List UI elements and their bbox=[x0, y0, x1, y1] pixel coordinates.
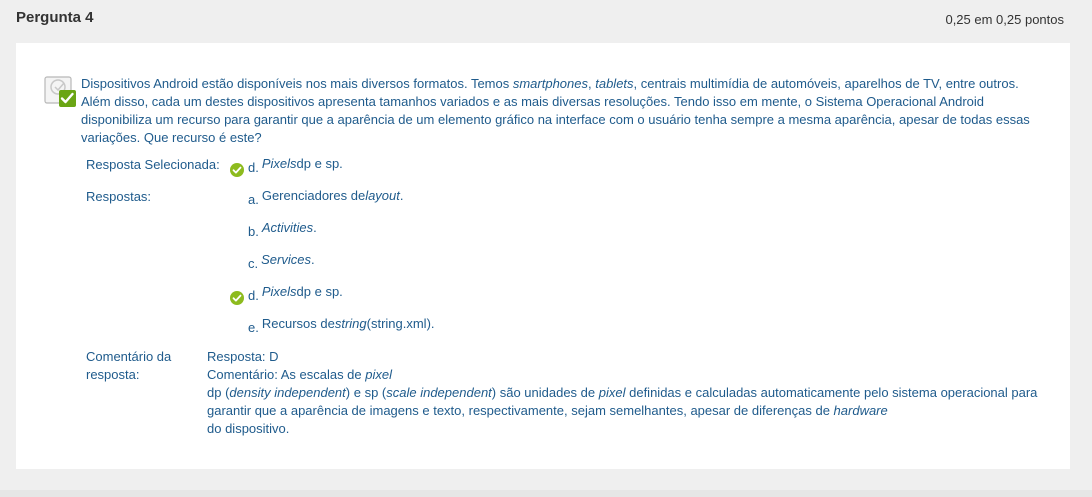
selected-answer: d. Pixels dp e sp. bbox=[248, 156, 343, 175]
question-title: Pergunta 4 bbox=[16, 9, 94, 26]
question-panel bbox=[16, 43, 1070, 469]
comment-label: Comentário da resposta: bbox=[86, 349, 172, 382]
answer-option-b: b. Activities . bbox=[248, 220, 317, 239]
comment-line-2: Comentário: As escalas de pixel bbox=[207, 367, 392, 382]
comment-body: dp (density independent) e sp (scale independent) são unidades de pixel definidas e calculadas automaticamente pelo sistema operacional para garantir que a aparência de imagens e texto, respectivamente, sejam semelhantes, apesar de diferenças de hardware bbox=[207, 385, 1038, 418]
answer-option-a: a. Gerenciadores de layout . bbox=[248, 188, 404, 207]
correct-answer-icon bbox=[43, 74, 77, 108]
selected-answer-label: Resposta Selecionada: bbox=[86, 157, 220, 172]
bottom-divider bbox=[0, 490, 1092, 497]
question-points: 0,25 em 0,25 pontos bbox=[945, 12, 1064, 27]
comment-last-line: do dispositivo. bbox=[207, 421, 290, 436]
answer-option-e: e. Recursos de string (string.xml). bbox=[248, 316, 435, 335]
check-icon bbox=[230, 163, 244, 177]
check-icon bbox=[230, 291, 244, 305]
answers-label: Respostas: bbox=[86, 189, 152, 204]
comment-text bbox=[207, 348, 1047, 438]
answer-option-d: d. Pixels dp e sp. bbox=[248, 284, 343, 303]
question-header bbox=[0, 0, 1092, 42]
answer-option-c: c. Services . bbox=[248, 252, 315, 271]
question-text: Dispositivos Android estão disponíveis nos mais diversos formatos. Temos smartphones, tablets, centrais multimídia de automóveis, aparelhos de TV, entre outros. Além disso, cada um destes dispositivos apresenta tamanhos variados e as mais diversas resoluções. Tendo isso em mente, o Sistema Operacional Android disponibiliza um recurso para garantir que a aparência de um elemento gráfico na interface com o usuário tenha sempre a mesma aparência, apesar de todas essas variações. Que recurso é este? bbox=[81, 76, 1030, 145]
comment-answer-line: Resposta: D bbox=[207, 349, 279, 364]
